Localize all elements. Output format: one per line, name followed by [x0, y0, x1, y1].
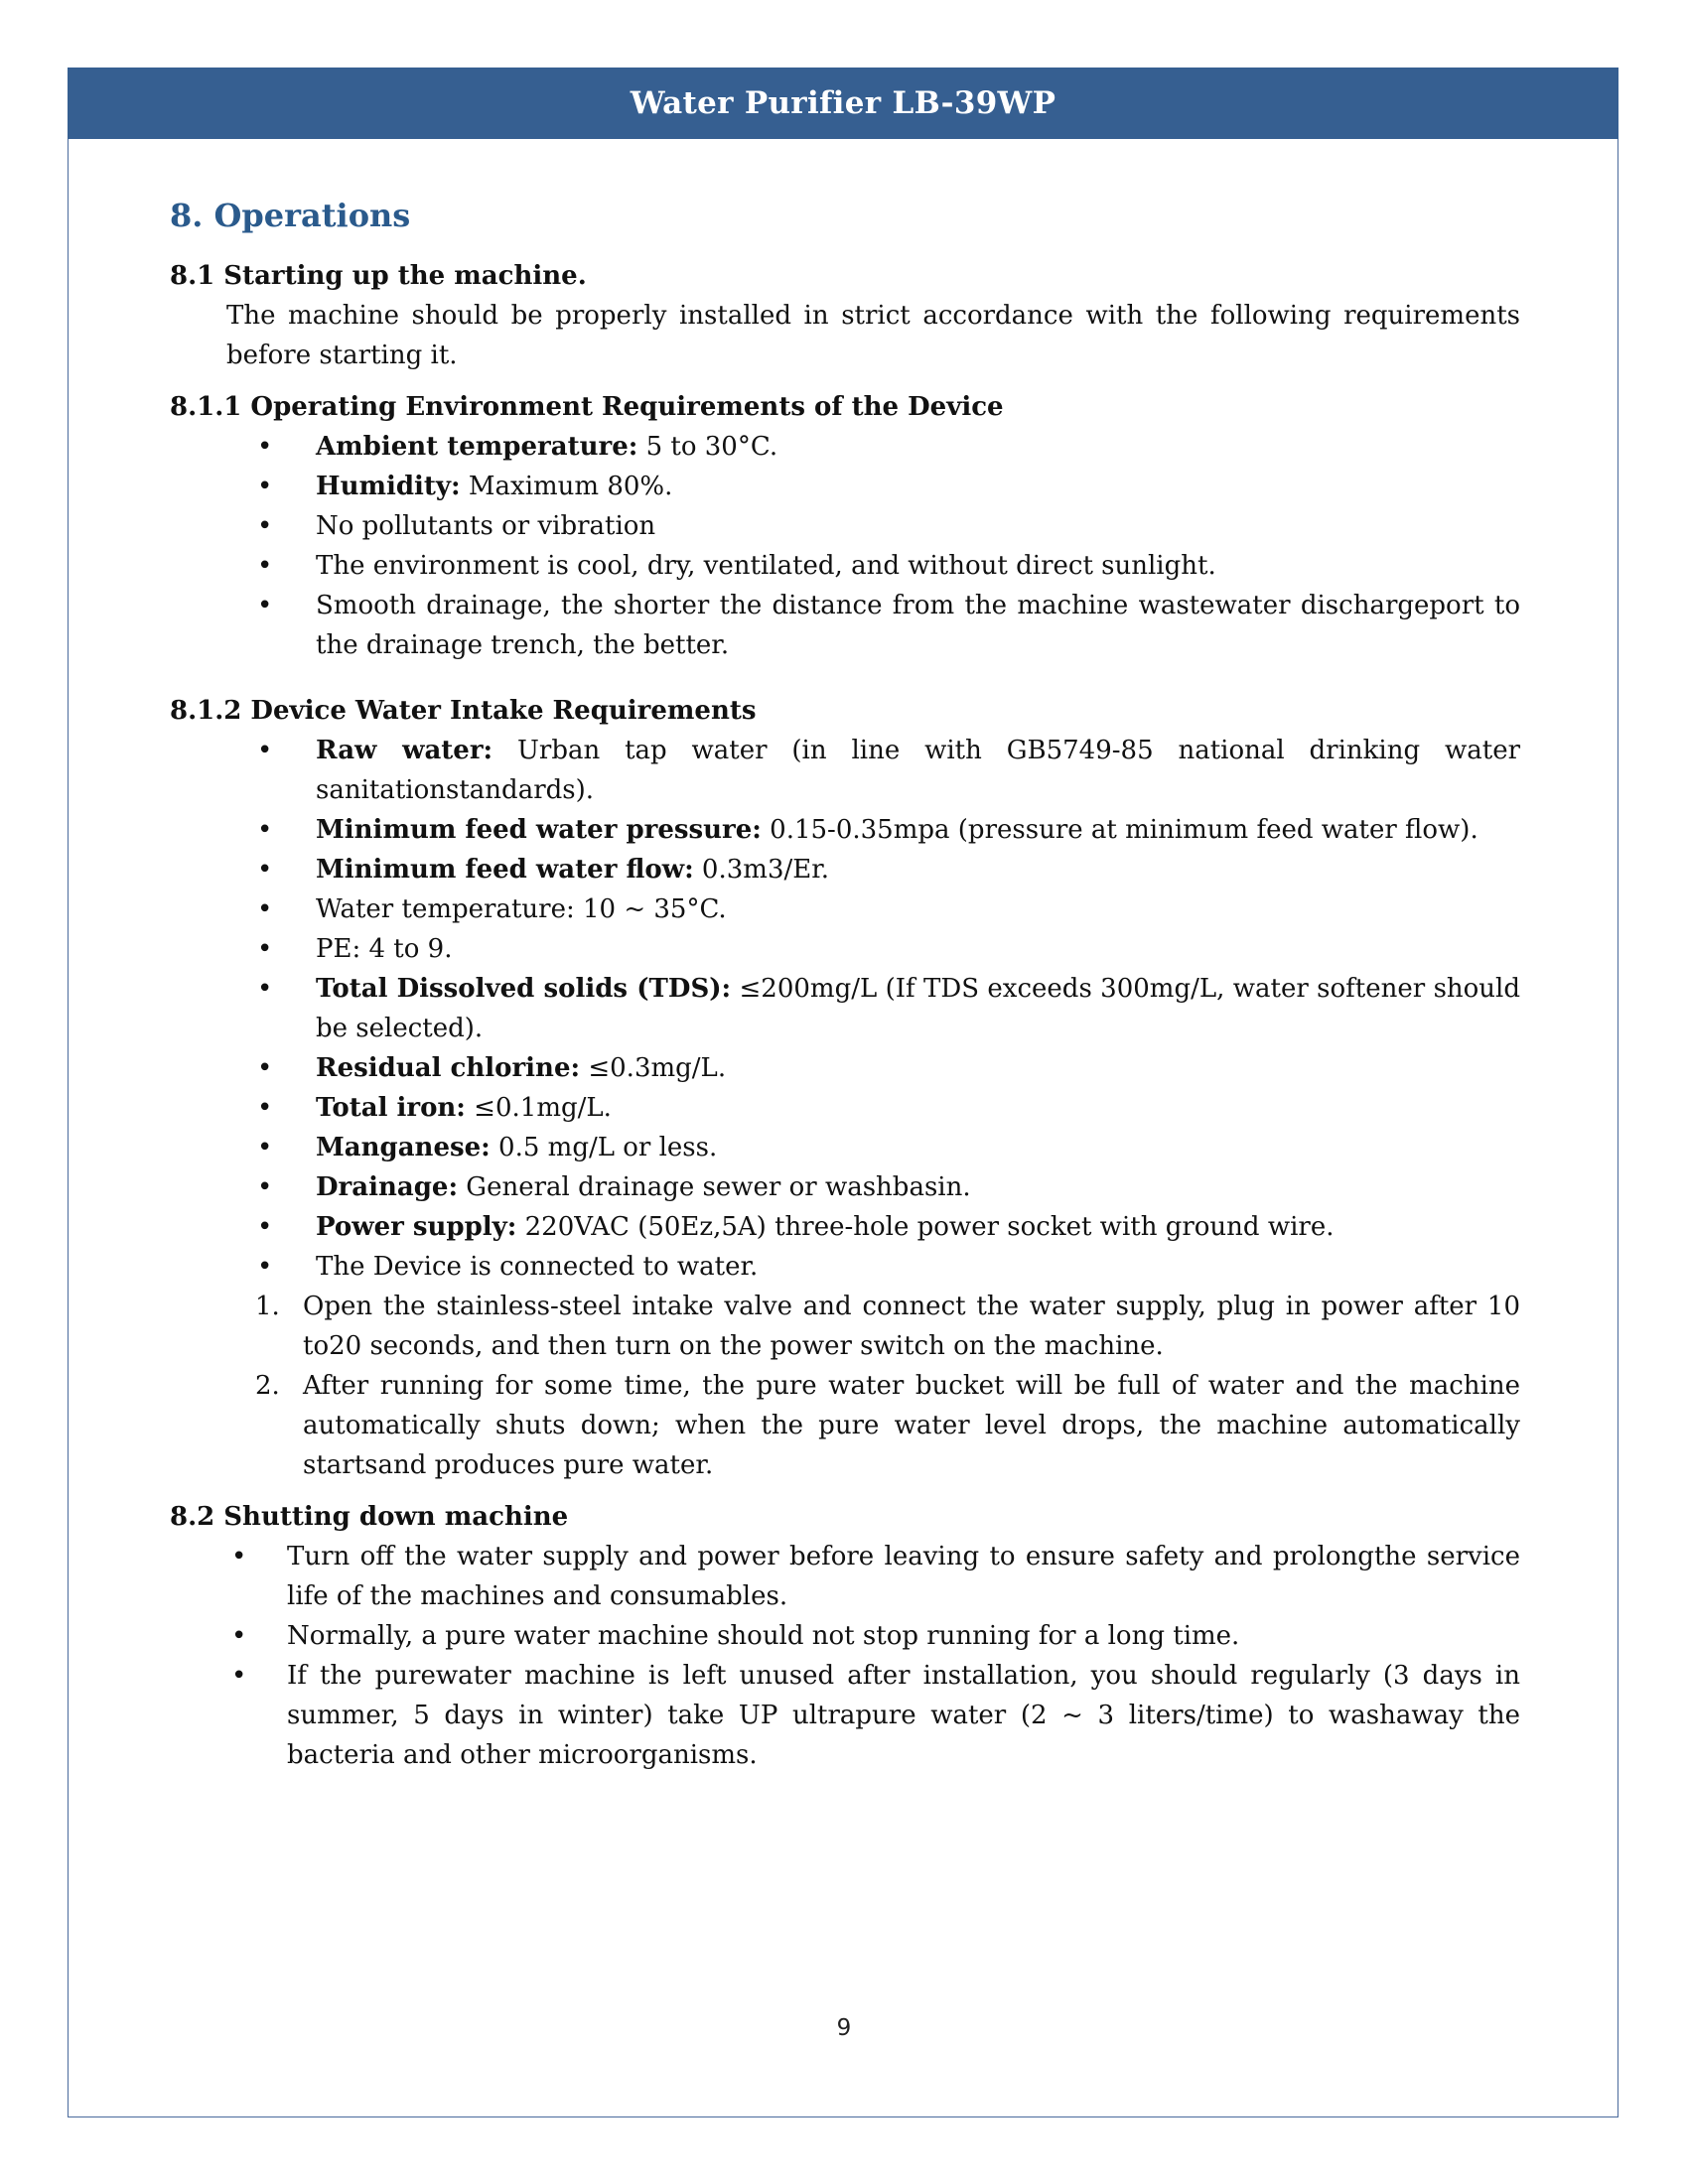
section-title: 8. Operations: [170, 197, 411, 234]
environment-requirements-list: [170, 427, 1520, 665]
list-item: • Ambient temperature: 5 to 30°C.: [170, 427, 1520, 467]
list-item: • Raw water: Urban tap water (in line with GB5749-85 national drinking water sanitationstandards).: [170, 731, 1520, 810]
list-item: • Manganese: 0.5 mg/L or less.: [170, 1128, 1520, 1167]
bullet-icon: •: [231, 1661, 247, 1691]
bullet-icon: •: [257, 894, 273, 924]
bullet-icon: •: [257, 736, 273, 765]
bullet-icon: •: [257, 1252, 273, 1282]
bullet-icon: •: [257, 511, 273, 541]
list-item: • Smooth drainage, the shorter the distance from the machine wastewater dischargeport to the drainage trench, the better.: [170, 586, 1520, 665]
water-intake-requirements-list: [170, 731, 1520, 1287]
bullet-icon: •: [257, 1133, 273, 1162]
list-item: • The environment is cool, dry, ventilated, and without direct sunlight.: [170, 546, 1520, 586]
bullet-icon: •: [257, 934, 273, 964]
bullet-icon: •: [257, 472, 273, 501]
page-content: [170, 197, 1520, 1775]
bullet-icon: •: [257, 1212, 273, 1242]
bullet-icon: •: [257, 1172, 273, 1202]
section-8-1-paragraph: The machine should be properly installed in strict accordance with the following requirements before starting it.: [226, 301, 1520, 370]
list-item: • If the purewater machine is left unused after installation, you should regularly (3 days in summer, 5 days in winter) take UP ultrapure water (2 ~ 3 liters/time) to washaway the bacteria and other microorganisms.: [170, 1656, 1520, 1775]
list-item: • PE: 4 to 9.: [170, 929, 1520, 969]
bullet-icon: •: [257, 815, 273, 845]
list-item: • Total Dissolved solids (TDS): ≤200mg/L (If TDS exceeds 300mg/L, water softener should be selected).: [170, 969, 1520, 1048]
list-item: • Water temperature: 10 ~ 35°C.: [170, 889, 1520, 929]
list-item: 1. Open the stainless-steel intake valve and connect the water supply, plug in power after 10 to20 seconds, and then turn on the power switch on the machine.: [170, 1287, 1520, 1366]
list-item: • Total iron: ≤0.1mg/L.: [170, 1088, 1520, 1128]
section-8-1-2-heading: 8.1.2 Device Water Intake Requirements: [170, 696, 757, 726]
connection-steps-list: [170, 1287, 1520, 1485]
list-item: • Power supply: 220VAC (50Ez,5A) three-hole power socket with ground wire.: [170, 1207, 1520, 1247]
page-number: 9: [836, 2015, 852, 2041]
bullet-icon: •: [257, 1093, 273, 1123]
step-number: 1.: [255, 1292, 280, 1321]
document-header: [68, 68, 1618, 139]
list-item: • Drainage: General drainage sewer or washbasin.: [170, 1167, 1520, 1207]
list-item: • Minimum feed water pressure: 0.15-0.35mpa (pressure at minimum feed water flow).: [170, 810, 1520, 850]
bullet-icon: •: [257, 1053, 273, 1083]
list-item: • The Device is connected to water.: [170, 1247, 1520, 1287]
list-item: • Residual chlorine: ≤0.3mg/L.: [170, 1048, 1520, 1088]
list-item: • Normally, a pure water machine should not stop running for a long time.: [170, 1616, 1520, 1656]
list-item: 2. After running for some time, the pure water bucket will be full of water and the machine automatically shuts down; when the pure water level drops, the machine automatically startsand produces pure water.: [170, 1366, 1520, 1485]
shutdown-list: [170, 1537, 1520, 1775]
bullet-icon: •: [257, 855, 273, 885]
list-item: • Minimum feed water flow: 0.3m3/Er.: [170, 850, 1520, 889]
bullet-icon: •: [257, 432, 273, 462]
document-title: Water Purifier LB-39WP: [630, 85, 1056, 121]
bullet-icon: •: [257, 551, 273, 581]
step-number: 2.: [255, 1371, 280, 1401]
section-8-1-heading: 8.1 Starting up the machine.: [170, 261, 587, 291]
list-item: • No pollutants or vibration: [170, 506, 1520, 546]
bullet-icon: •: [257, 591, 273, 620]
list-item: • Turn off the water supply and power before leaving to ensure safety and prolongthe service life of the machines and consumables.: [170, 1537, 1520, 1616]
section-8-2-heading: 8.2 Shutting down machine: [170, 1502, 569, 1532]
bullet-icon: •: [257, 974, 273, 1004]
list-item: • Humidity: Maximum 80%.: [170, 467, 1520, 506]
section-8-1-1-heading: 8.1.1 Operating Environment Requirements of the Device: [170, 392, 1004, 422]
bullet-icon: •: [231, 1621, 247, 1651]
bullet-icon: •: [231, 1542, 247, 1571]
